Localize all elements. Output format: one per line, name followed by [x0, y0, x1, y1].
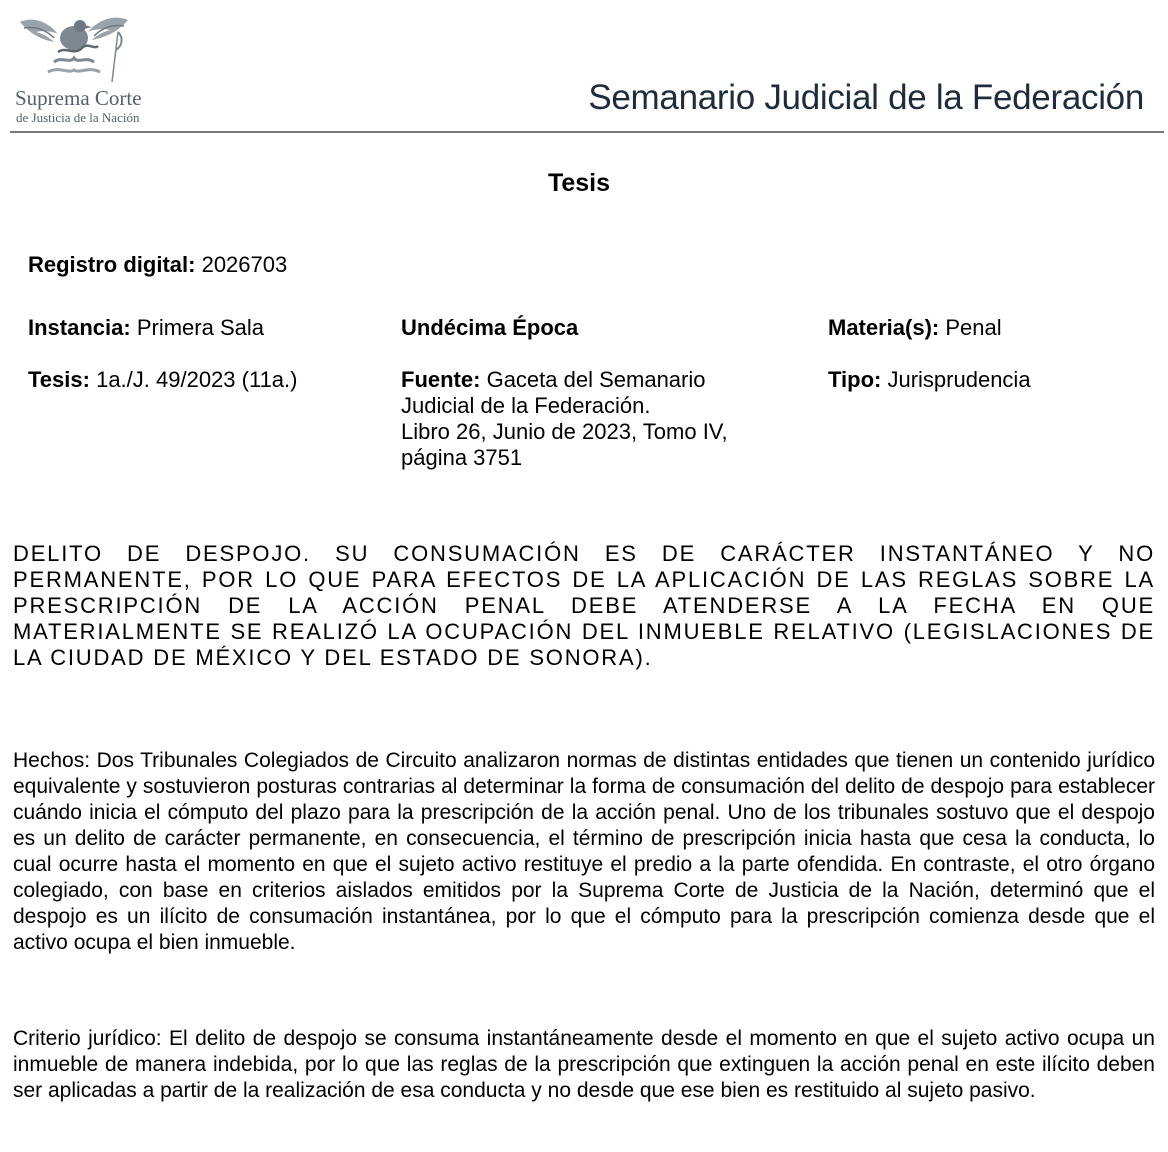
tipo-label: Tipo:: [828, 367, 882, 392]
epoca-field: [401, 315, 578, 341]
tesis-value: 1a./J. 49/2023 (11a.): [96, 367, 298, 392]
logo-subname: de Justicia de la Nación: [16, 110, 140, 125]
tipo-field: [828, 367, 1031, 393]
coat-of-arms-logo: [14, 12, 134, 90]
materia-field: [828, 315, 1002, 341]
site-title: Semanario Judicial de la Federación: [588, 78, 1144, 117]
header-divider: [10, 131, 1164, 133]
fuente-line-4: página 3751: [401, 445, 523, 470]
tesis-label: Tesis:: [28, 367, 90, 392]
fuente-field: [401, 367, 728, 471]
materia-label: Materia(s):: [828, 315, 940, 340]
fuente-line-3: Libro 26, Junio de 2023, Tomo IV,: [401, 419, 728, 444]
tesis-field: [28, 367, 297, 393]
instancia-field: [28, 315, 264, 341]
registro-label: Registro digital:: [28, 252, 196, 277]
fuente-label: Fuente:: [401, 367, 481, 392]
document-title: Tesis: [547, 169, 611, 197]
tipo-value: Jurisprudencia: [887, 367, 1031, 392]
hechos-paragraph: Hechos: Dos Tribunales Colegiados de Circuito analizaron normas de distintas entidades que tienen un contenido jurídico equivalente y sostuvieron posturas contrarias al determinar la forma de consumación del delito de despojo para establecer cuándo inicia el cómputo del plazo para la prescripción de la acción penal. Uno de los tribunales sostuvo que el despojo es un delito de carácter permanente, en consecuencia, el término de prescripción inicia hasta que cesa la conducta, lo cual ocurre hasta el momento en que el sujeto activo restituye el predio a la parte ofendida. En contraste, el otro órgano colegiado, con base en criterios aislados emitidos por la Suprema Corte de Justicia de la Nación, determinó que el despojo es un ilícito de consumación instantánea, por lo que el cómputo para la prescripción comienza desde que el activo ocupa el bien inmueble.: [13, 749, 1155, 954]
instancia-value: Primera Sala: [136, 315, 264, 340]
instancia-label: Instancia:: [28, 315, 131, 340]
registro-field: [28, 252, 287, 278]
fuente-line-1: Gaceta del Semanario: [486, 367, 706, 392]
fuente-line-2: Judicial de la Federación.: [401, 393, 651, 418]
page-header: [0, 0, 1168, 134]
thesis-heading: DELITO DE DESPOJO. SU CONSUMACIÓN ES DE CARÁCTER INSTANTÁNEO Y NO PERMANENTE, POR LO QUE PARA EFECTOS DE LA APLICACIÓN DE LAS REGLAS SOBRE LA PRESCRIPCIÓN DE LA ACCIÓN PENAL DEBE ATENDERSE A LA FECHA EN QUE MATERIALMENTE SE REALIZÓ LA OCUPACIÓN DEL INMUEBLE RELATIVO (LEGISLACIONES DE LA CIUDAD DE MÉXICO Y DEL ESTADO DE SONORA).: [13, 541, 1155, 670]
epoca-value: Undécima Época: [401, 315, 579, 340]
registro-value: 2026703: [201, 252, 288, 277]
criterio-paragraph: Criterio jurídico: El delito de despojo se consuma instantáneamente desde el momento en que el sujeto activo ocupa un inmueble de manera indebida, por lo que las reglas de la prescripción que extinguen la acción penal en este ilícito deben ser aplicadas a partir de la realización de esa conducta y no desde que ese bien es restituido al sujeto pasivo.: [13, 1027, 1155, 1102]
materia-value: Penal: [945, 315, 1002, 340]
logo-name: Suprema Corte: [15, 86, 142, 110]
